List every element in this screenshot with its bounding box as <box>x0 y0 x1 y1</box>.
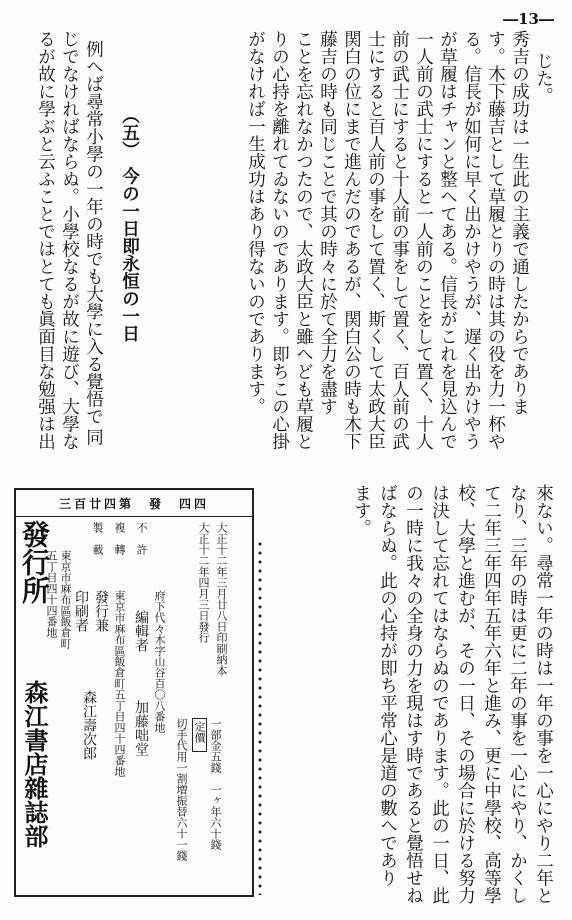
upper-column: るが故に學ぶと云ふことではとても眞面目な勉强は出 <box>35 30 56 450</box>
lower-column: ます。 <box>351 484 372 537</box>
office-label: 發行所 <box>18 520 51 604</box>
lower-column: なり、三年の時は更に二年の事を一心にやり、かくし <box>507 484 528 904</box>
price-line: 一部金五錢 一ヶ年六十錢 <box>209 718 222 850</box>
editor-name: 加藤咄堂 <box>133 700 149 756</box>
publish-date: 大正十二年四月三日發行 <box>197 522 210 643</box>
printer-label: 印刷者 <box>73 590 89 632</box>
editor-address: 府下代々木字山谷百〇八番地 <box>153 590 166 733</box>
office-address: 東京市麻布區飯倉町 <box>59 550 72 649</box>
upper-column: 藤吉の時も同じことで其の時々に於て全力を盡す <box>317 30 338 415</box>
page-number: ―13― <box>503 10 554 28</box>
office-name: 森江書店雜誌部 <box>20 680 49 848</box>
notice-no-reprint: 複 轉 <box>113 522 126 555</box>
publisher-label: 發行兼 <box>93 590 109 632</box>
lower-column: 來ない。尋常一年の時は一年の事を一心にやり二年と <box>533 484 554 904</box>
office-address: 五丁目四十四番地 <box>45 550 58 638</box>
upper-column: 関白の位にまで進んだのであるが、関白公の時も木下 <box>341 30 362 450</box>
wavy-divider <box>256 540 264 895</box>
upper-column: 一人前の武士にすると一人前のことをして置く、十人 <box>413 30 434 450</box>
lower-column: は決して忘れてはならぬのであります。此の一日、此 <box>429 484 450 904</box>
upper-column: がなければ一生成功はあり得ないのであります。 <box>245 30 266 415</box>
printer-address: 東京市麻布區飯倉町五丁目四十四番地 <box>113 590 126 777</box>
lower-column: の一時に我々の全身の力を現はす時であると覺悟せね <box>403 484 424 904</box>
lower-column: て二年三年四年五年六年と進み、更に中學校、高等學 <box>481 484 502 904</box>
section-heading: （五） 今の一日即永恒の一日 <box>119 106 140 343</box>
upper-column: りの心持を離れてゐないのであります。即ちこの心掛 <box>269 30 290 450</box>
notice-no-reprint: 不 許 <box>135 522 148 555</box>
printer-name: 森江壽次郎 <box>81 690 97 760</box>
upper-column: が草履はチャンと整へてある。信長がこれを見込んで <box>437 30 458 450</box>
editor-label: 編輯者 <box>133 610 149 652</box>
upper-column: 秀吉の成功は一生此の主義で通したからでありま <box>509 30 530 415</box>
lower-column: ばならぬ。此の心持が即ち平常心是道の數へであり <box>377 484 398 887</box>
upper-column: ことを忘れなかつたので、太政大臣と雖へども草履と <box>293 30 314 450</box>
upper-column: 例へば尋常小學の一年の時でも大學に入る覺悟で <box>83 40 104 425</box>
colophon-box <box>14 488 254 897</box>
upper-column: る。信長が如何に早く出かけやうが、遅く出かけやう <box>461 30 482 450</box>
lower-column: 校、大學と進むが、その一日、その場合に於ける努力 <box>455 484 476 904</box>
upper-column: す。木下藤吉として草履とりの時は其の役を力一杯や <box>485 30 506 450</box>
upper-column: 前の武士にすると十人前の事をして置く、百人前の武 <box>389 30 410 450</box>
notice-no-reprint: 製 載 <box>91 522 104 555</box>
print-date: 大正十二年三月廿八日印刷納本 <box>215 522 228 676</box>
colophon-header: 三百廿四第 發 四四 <box>16 490 252 517</box>
price-line: 切手代用一割増振替六十一錢 <box>175 718 188 861</box>
upper-column: 士にすると百人前の事をして置く、斯くして太政大臣 <box>365 30 386 450</box>
upper-column: 同 <box>83 428 104 446</box>
upper-column: じた。 <box>533 52 554 105</box>
upper-column: じでなければならぬ。小學校なるが故に遊び、大學な <box>59 30 80 450</box>
price-label: 定價 <box>192 718 207 752</box>
